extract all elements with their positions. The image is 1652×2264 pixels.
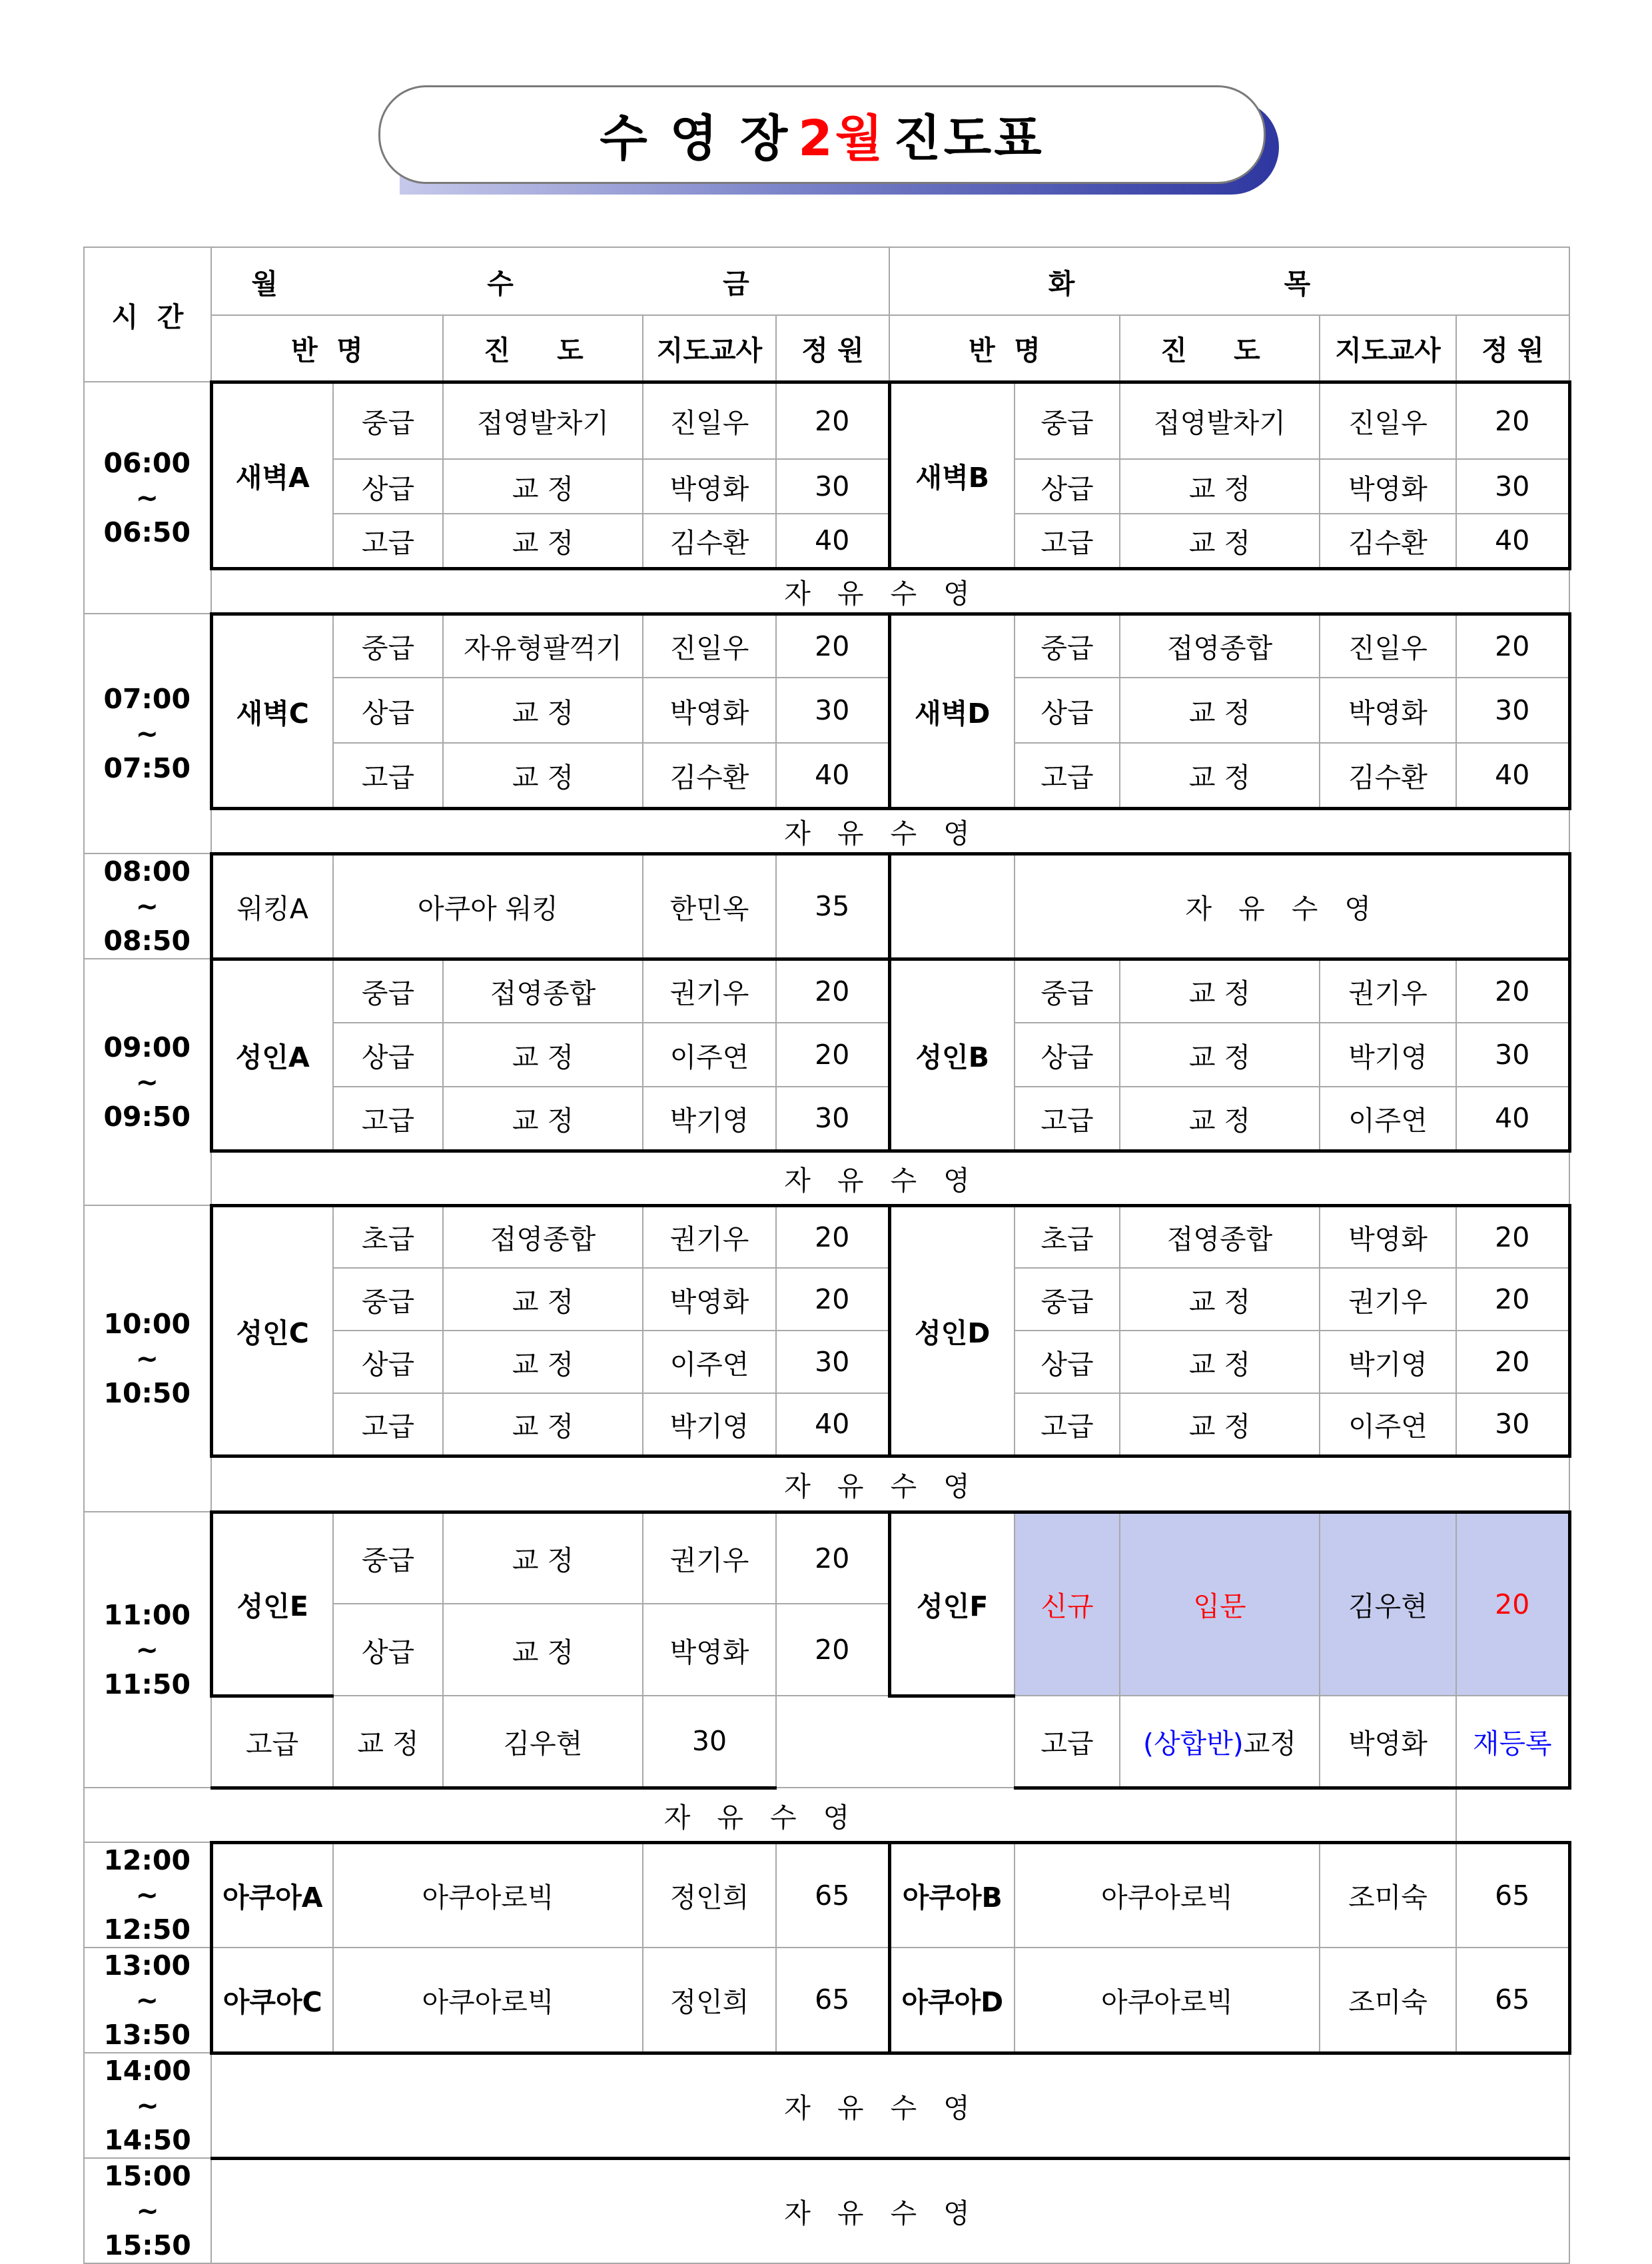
capacity: 30	[1456, 459, 1569, 514]
capacity: 20	[776, 1205, 889, 1268]
time-tilde: ~	[135, 1634, 159, 1666]
progress-text: 교정	[1243, 1727, 1297, 1760]
time-slot-1500	[84, 2158, 211, 2263]
level: 상급	[333, 678, 443, 743]
class-name: 새벽A	[211, 382, 333, 568]
capacity: 40	[1456, 1087, 1569, 1151]
teacher: 박영화	[1320, 1696, 1456, 1788]
capacity: 20	[1456, 1331, 1569, 1393]
teacher: 박영화	[1320, 459, 1456, 514]
teacher: 김우현	[1320, 1512, 1456, 1696]
time-start: 12:00	[103, 1844, 191, 1876]
capacity: 20	[776, 1512, 889, 1604]
time-slot-0600	[84, 382, 211, 614]
col-teacher-header: 지도교사	[643, 315, 776, 382]
level: 고급	[333, 514, 443, 568]
level: 중급	[1015, 382, 1120, 459]
day-header-tt: 화 목	[889, 247, 1569, 315]
level: 중급	[333, 1512, 443, 1604]
capacity: 20	[1456, 959, 1569, 1023]
level: 중급	[333, 959, 443, 1023]
capacity: 40	[1456, 514, 1569, 568]
capacity: 20	[776, 1023, 889, 1087]
teacher: 이주연	[643, 1023, 776, 1087]
teacher: 박영화	[643, 1604, 776, 1696]
progress: 접영종합	[443, 959, 643, 1023]
level: 초급	[333, 1205, 443, 1268]
capacity: 30	[776, 1331, 889, 1393]
col-teacher-header: 지도교사	[1320, 315, 1456, 382]
time-end: 13:50	[103, 2019, 191, 2051]
teacher: 박기영	[1320, 1023, 1456, 1087]
time-start: 13:00	[103, 1950, 191, 1981]
level: 고급	[333, 1393, 443, 1456]
teacher: 김수환	[643, 514, 776, 568]
level: 고급	[1015, 1393, 1120, 1456]
level: 상급	[1015, 678, 1120, 743]
free-swim: 자유수영	[1015, 853, 1569, 959]
capacity: 30	[776, 459, 889, 514]
schedule-table	[83, 247, 1571, 2264]
teacher: 이주연	[643, 1331, 776, 1393]
teacher: 조미숙	[1320, 1842, 1456, 1948]
capacity: 30	[1456, 1393, 1569, 1456]
time-tilde: ~	[136, 2195, 159, 2227]
progress: 교 정	[443, 743, 643, 808]
time-header: 시 간	[84, 247, 211, 382]
capacity: 20	[1456, 1268, 1569, 1331]
capacity: 30	[1456, 1023, 1569, 1087]
time-end: 07:50	[103, 752, 191, 784]
progress: 교 정	[333, 1696, 443, 1788]
progress: 교 정	[1120, 959, 1320, 1023]
level-new: 신규	[1015, 1512, 1120, 1696]
col-class-header: 반 명	[211, 315, 443, 382]
class-name: 아쿠아A	[211, 1842, 333, 1948]
capacity: 20	[776, 382, 889, 459]
time-start: 10:00	[103, 1308, 191, 1340]
free-swim: 자유수영	[211, 568, 1569, 614]
progress: 아쿠아 워킹	[333, 853, 643, 959]
capacity: 65	[776, 1948, 889, 2053]
teacher: 진일우	[1320, 614, 1456, 678]
progress: 교 정	[1120, 1023, 1320, 1087]
time-tilde: ~	[135, 890, 159, 922]
capacity: 40	[1456, 743, 1569, 808]
teacher: 김우현	[443, 1696, 643, 1788]
capacity: 30	[643, 1696, 776, 1788]
progress: 교 정	[1120, 743, 1320, 808]
level: 중급	[333, 614, 443, 678]
level: 고급	[211, 1696, 333, 1788]
time-end: 10:50	[103, 1377, 191, 1409]
progress: 아쿠아로빅	[333, 1948, 643, 2053]
time-end: 11:50	[103, 1668, 191, 1700]
progress: 교 정	[1120, 514, 1320, 568]
progress: 교 정	[443, 1604, 643, 1696]
progress: 자유형팔꺽기	[443, 614, 643, 678]
class-name: 성인B	[889, 959, 1015, 1151]
teacher: 정인희	[643, 1948, 776, 2053]
progress: 교 정	[443, 1512, 643, 1604]
time-tilde: ~	[135, 1066, 159, 1098]
level: 중급	[1015, 959, 1120, 1023]
time-slot-0900	[84, 959, 211, 1205]
class-name: 성인D	[889, 1205, 1015, 1456]
col-progress-header: 진 도	[443, 315, 643, 382]
class-name: 아쿠아B	[889, 1842, 1015, 1948]
progress: 교 정	[1120, 1331, 1320, 1393]
progress: 교 정	[443, 459, 643, 514]
progress: 교 정	[1120, 1393, 1320, 1456]
progress-merged-class	[1120, 1696, 1320, 1788]
capacity: 20	[776, 1604, 889, 1696]
progress: 교 정	[443, 1393, 643, 1456]
time-start: 09:00	[103, 1031, 191, 1063]
free-swim: 자유수영	[211, 2158, 1569, 2263]
col-class-header: 반 명	[889, 315, 1120, 382]
teacher: 진일우	[643, 382, 776, 459]
teacher: 박영화	[643, 678, 776, 743]
title-suffix: 진도표	[893, 110, 1044, 167]
time-start: 08:00	[103, 855, 191, 887]
time-end: 14:50	[104, 2124, 191, 2156]
progress: 접영종합	[1120, 614, 1320, 678]
progress: 아쿠아로빅	[1015, 1842, 1320, 1948]
class-name: 새벽D	[889, 614, 1015, 808]
title-prefix: 수 영 장	[600, 110, 791, 167]
level: 중급	[1015, 1268, 1120, 1331]
time-slot-0800	[84, 853, 211, 959]
re-registration-label: 재등록	[1456, 1696, 1569, 1788]
teacher: 김수환	[643, 743, 776, 808]
class-name: 워킹A	[211, 853, 333, 959]
level: 고급	[1015, 514, 1120, 568]
col-capacity-header: 정 원	[1456, 315, 1569, 382]
teacher: 박영화	[643, 1268, 776, 1331]
class-name: 성인E	[211, 1512, 333, 1696]
progress: 접영발차기	[443, 382, 643, 459]
day-header-mwf: 월 수 금	[211, 247, 889, 315]
class-name: 새벽B	[889, 382, 1015, 568]
capacity: 30	[776, 1087, 889, 1151]
time-tilde: ~	[135, 1879, 159, 1911]
progress: 접영발차기	[1120, 382, 1320, 459]
col-capacity-header: 정 원	[776, 315, 889, 382]
level: 상급	[333, 1023, 443, 1087]
teacher: 조미숙	[1320, 1948, 1456, 2053]
teacher: 김수환	[1320, 514, 1456, 568]
progress: 교 정	[1120, 678, 1320, 743]
teacher: 박기영	[1320, 1331, 1456, 1393]
class-name: 아쿠아D	[889, 1948, 1015, 2053]
capacity: 20	[1456, 382, 1569, 459]
time-start: 11:00	[103, 1599, 191, 1631]
progress: 교 정	[443, 514, 643, 568]
level: 중급	[1015, 614, 1120, 678]
teacher: 진일우	[1320, 382, 1456, 459]
teacher: 권기우	[643, 1205, 776, 1268]
teacher: 이주연	[1320, 1087, 1456, 1151]
level: 상급	[333, 1331, 443, 1393]
progress: 아쿠아로빅	[333, 1842, 643, 1948]
time-slot-1000	[84, 1205, 211, 1512]
capacity: 35	[776, 853, 889, 959]
time-tilde: ~	[135, 718, 159, 750]
progress: 교 정	[443, 1268, 643, 1331]
teacher: 권기우	[1320, 959, 1456, 1023]
progress: 교 정	[443, 678, 643, 743]
time-slot-1400	[84, 2053, 211, 2158]
capacity: 30	[776, 678, 889, 743]
level: 고급	[333, 1087, 443, 1151]
teacher: 박영화	[1320, 678, 1456, 743]
progress: 접영종합	[1120, 1205, 1320, 1268]
capacity: 65	[1456, 1948, 1569, 2053]
class-name: 성인F	[889, 1512, 1015, 1696]
time-tilde: ~	[135, 1984, 159, 2016]
merged-class-tag: (상합반)	[1142, 1727, 1244, 1760]
level: 상급	[1015, 459, 1120, 514]
level: 상급	[333, 1604, 443, 1696]
teacher: 권기우	[643, 1512, 776, 1604]
level: 중급	[333, 1268, 443, 1331]
time-start: 15:00	[104, 2160, 191, 2192]
progress: 교 정	[1120, 459, 1320, 514]
level: 고급	[1015, 1087, 1120, 1151]
capacity: 20	[776, 614, 889, 678]
level: 상급	[333, 459, 443, 514]
capacity: 65	[1456, 1842, 1569, 1948]
progress-intro: 입문	[1120, 1512, 1320, 1696]
capacity: 20	[1456, 1512, 1569, 1696]
class-name: 성인C	[211, 1205, 333, 1456]
teacher: 진일우	[643, 614, 776, 678]
time-tilde: ~	[136, 2089, 159, 2121]
teacher: 박영화	[1320, 1205, 1456, 1268]
time-start: 14:00	[104, 2055, 191, 2087]
time-end: 15:50	[104, 2229, 191, 2261]
teacher: 박영화	[643, 459, 776, 514]
progress: 교 정	[443, 1087, 643, 1151]
title-month: 2월	[798, 110, 886, 167]
progress: 교 정	[1120, 1087, 1320, 1151]
time-end: 06:50	[103, 516, 191, 548]
level: 중급	[333, 382, 443, 459]
level: 초급	[1015, 1205, 1120, 1268]
free-swim: 자유수영	[211, 808, 1569, 853]
empty-class-cell	[889, 853, 1015, 959]
progress: 교 정	[443, 1023, 643, 1087]
time-start: 06:00	[103, 447, 191, 479]
level: 상급	[1015, 1331, 1120, 1393]
teacher: 이주연	[1320, 1393, 1456, 1456]
teacher: 김수환	[1320, 743, 1456, 808]
progress: 아쿠아로빅	[1015, 1948, 1320, 2053]
class-name: 새벽C	[211, 614, 333, 808]
level: 고급	[1015, 743, 1120, 808]
free-swim: 자유수영	[211, 1456, 1569, 1512]
progress: 교 정	[1120, 1268, 1320, 1331]
capacity: 40	[776, 1393, 889, 1456]
teacher: 박기영	[643, 1393, 776, 1456]
time-tilde: ~	[135, 1343, 159, 1375]
capacity: 20	[1456, 1205, 1569, 1268]
free-swim: 자유수영	[84, 1788, 1456, 1842]
level: 고급	[333, 743, 443, 808]
capacity: 40	[776, 743, 889, 808]
teacher: 권기우	[643, 959, 776, 1023]
teacher: 정인희	[643, 1842, 776, 1948]
time-end: 09:50	[103, 1101, 191, 1133]
time-start: 07:00	[103, 683, 191, 715]
time-end: 08:50	[103, 925, 191, 957]
level: 고급	[1015, 1696, 1120, 1788]
free-swim: 자유수영	[211, 2053, 1569, 2158]
teacher: 한민옥	[643, 853, 776, 959]
time-slot-1200	[84, 1842, 211, 1948]
teacher: 권기우	[1320, 1268, 1456, 1331]
class-name: 성인A	[211, 959, 333, 1151]
time-slot-1100	[84, 1512, 211, 1788]
time-slot-1300	[84, 1948, 211, 2053]
progress: 접영종합	[443, 1205, 643, 1268]
teacher: 박기영	[643, 1087, 776, 1151]
capacity: 20	[1456, 614, 1569, 678]
page-title	[378, 85, 1266, 184]
col-progress-header: 진 도	[1120, 315, 1320, 382]
class-name: 아쿠아C	[211, 1948, 333, 2053]
time-tilde: ~	[135, 482, 159, 514]
capacity: 20	[776, 1268, 889, 1331]
capacity: 40	[776, 514, 889, 568]
time-slot-0700	[84, 614, 211, 853]
capacity: 20	[776, 959, 889, 1023]
capacity: 30	[1456, 678, 1569, 743]
progress: 교 정	[443, 1331, 643, 1393]
free-swim: 자유수영	[211, 1151, 1569, 1205]
level: 상급	[1015, 1023, 1120, 1087]
time-end: 12:50	[103, 1914, 191, 1946]
capacity: 65	[776, 1842, 889, 1948]
